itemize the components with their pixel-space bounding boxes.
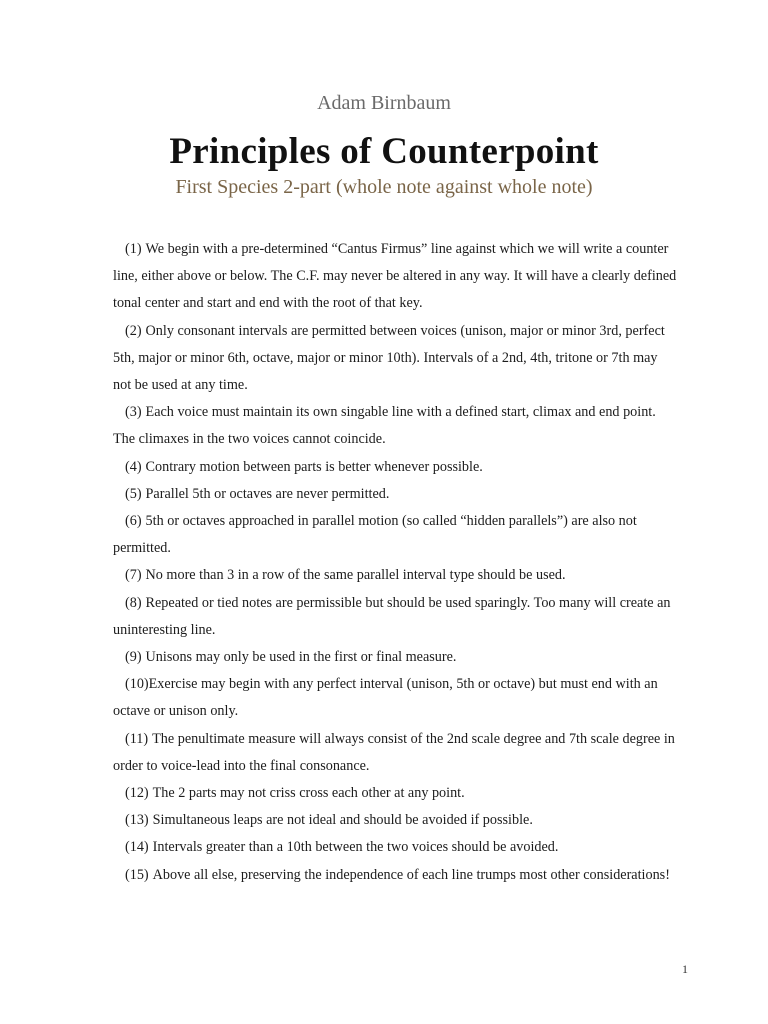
page-number: 1: [682, 962, 688, 976]
rule-item: [113, 236, 678, 318]
rule-text: No more than 3 in a row of the same parallel interval type should be used.: [145, 567, 566, 584]
rule-number: (2): [125, 322, 142, 339]
rule-text: The 2 parts may not criss cross each other at any point.: [152, 785, 465, 802]
rule-text: The penultimate measure will always consist of the 2nd scale degree and 7th scale degree in order to voice-lead into the final consonance.: [113, 730, 675, 774]
rule-number: (15): [125, 866, 149, 883]
document-title: Principles of Counterpoint: [169, 131, 599, 172]
rule-number: (1): [125, 241, 142, 257]
rule-item: [113, 481, 678, 508]
rule-text: Each voice must maintain its own singable line with a defined start, climax and end point. The climaxes in the two voices cannot coincide.: [113, 404, 656, 448]
rule-number: (7): [125, 567, 142, 584]
rule-number: (12): [125, 785, 149, 802]
rule-item: [113, 399, 678, 453]
rule-item: [113, 780, 678, 807]
rule-item: [113, 834, 678, 861]
author-name: Adam Birnbaum: [317, 92, 451, 114]
rule-number: (5): [125, 485, 142, 502]
rule-item: [113, 807, 678, 834]
rule-text: Simultaneous leaps are not ideal and should be avoided if possible.: [152, 812, 533, 829]
rule-number: (6): [125, 513, 142, 530]
rule-item: [113, 862, 678, 889]
rule-text: Unisons may only be used in the first or final measure.: [145, 649, 457, 666]
rule-number: (8): [125, 594, 142, 611]
rule-item: [113, 590, 678, 644]
rule-item: [113, 454, 678, 481]
rule-text: Intervals greater than a 10th between the two voices should be avoided.: [152, 839, 559, 856]
rule-text: Contrary motion between parts is better whenever possible.: [145, 458, 483, 475]
rule-item: [113, 508, 678, 562]
rules-list: [113, 236, 678, 889]
rule-text: We begin with a pre-determined “Cantus Firmus” line against which we will write a counter line, either above or below. The C.F. may never be altered in any way. It will have a clearly defined tonal center and start and end with the root of that key.: [113, 241, 677, 312]
rule-number: (14): [125, 839, 149, 856]
rule-number: (4): [125, 458, 142, 475]
rule-number: (13): [125, 812, 149, 829]
rule-item: [113, 318, 678, 400]
rule-item: [113, 726, 678, 780]
rule-text: Above all else, preserving the independence of each line trumps most other considerations!: [152, 866, 670, 883]
rule-text: 5th or octaves approached in parallel motion (so called “hidden parallels”) are also not permitted.: [113, 513, 637, 557]
rule-number: (3): [125, 404, 142, 421]
rule-item: [113, 562, 678, 589]
rule-number: (11): [125, 730, 149, 747]
rule-item: [113, 671, 678, 725]
rule-text: Repeated or tied notes are permissible but should be used sparingly. Too many will create an uninteresting line.: [113, 594, 671, 638]
rule-item: [113, 644, 678, 671]
document-subtitle: First Species 2-part (whole note against whole note): [175, 176, 593, 198]
rule-number: (9): [125, 649, 142, 666]
rule-number: (10): [125, 676, 149, 693]
rule-text: Parallel 5th or octaves are never permitted.: [145, 485, 390, 502]
rule-text: Exercise may begin with any perfect interval (unison, 5th or octave) but must end with an octave or unison only.: [113, 676, 658, 720]
rule-text: Only consonant intervals are permitted between voices (unison, major or minor 3rd, perfect 5th, major or minor 6th, octave, major or minor 10th). Intervals of a 2nd, 4th, tritone or 7th may not be used at any time.: [113, 322, 665, 394]
